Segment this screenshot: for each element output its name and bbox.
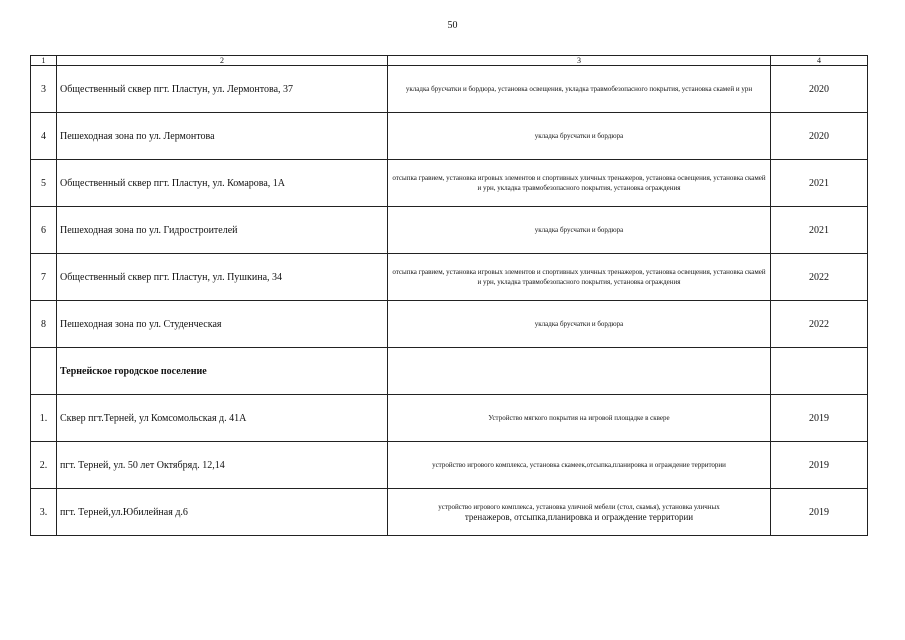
row-number (31, 348, 57, 395)
section-title: Тернейское городское поселение (57, 348, 388, 395)
table-header-row (31, 56, 868, 66)
column-header: 4 (771, 56, 868, 66)
object-name: Пешеходная зона по ул. Лермонтова (57, 113, 388, 160)
row-number: 5 (31, 160, 57, 207)
work-description: устройство игрового комплекса, установка скамеек,отсыпка,планировка и ограждение территории (388, 442, 771, 489)
work-description: отсыпка гравием, установка игровых элементов и спортивных уличных тренажеров, установка освещения, установка скамей и урн, укладка травмобезопасного покрытия, установка ограждения (388, 254, 771, 301)
year: 2021 (771, 160, 868, 207)
object-name: Пешеходная зона по ул. Гидростроителей (57, 207, 388, 254)
year: 2021 (771, 207, 868, 254)
row-number: 2. (31, 442, 57, 489)
object-name: Общественный сквер пгт. Пластун, ул. Пушкина, 34 (57, 254, 388, 301)
object-name: Пешеходная зона по ул. Студенческая (57, 301, 388, 348)
row-number: 3. (31, 489, 57, 536)
work-description: укладка брусчатки и бордюра (388, 207, 771, 254)
work-description-line: устройство игрового комплекса, установка уличной мебели (стол, скамья), установка уличных (438, 502, 720, 511)
object-name: пгт. Терней, ул. 50 лет Октябряд. 12,14 (57, 442, 388, 489)
table-row (31, 395, 868, 442)
work-description (388, 489, 771, 536)
work-description: Устройство мягкого покрытия на игровой площадке в сквере (388, 395, 771, 442)
year: 2022 (771, 301, 868, 348)
table-row (31, 301, 868, 348)
object-name: Общественный сквер пгт. Пластун, ул. Комарова, 1А (57, 160, 388, 207)
table-row (31, 66, 868, 113)
row-number: 1. (31, 395, 57, 442)
row-number: 6 (31, 207, 57, 254)
table-row (31, 254, 868, 301)
table-row (31, 113, 868, 160)
work-description: укладка брусчатки и бордюра (388, 113, 771, 160)
row-number: 7 (31, 254, 57, 301)
row-number: 8 (31, 301, 57, 348)
table-row (31, 442, 868, 489)
object-name: Сквер пгт.Терней, ул Комсомольская д. 41А (57, 395, 388, 442)
table-row (31, 160, 868, 207)
section-row (31, 348, 868, 395)
page-number: 50 (447, 20, 458, 31)
year: 2019 (771, 442, 868, 489)
work-description (388, 348, 771, 395)
work-description-line: тренажеров, отсыпка,планировка и ограждение территории (464, 511, 694, 522)
table-row (31, 489, 868, 536)
object-name: пгт. Терней,ул.Юбилейная д.6 (57, 489, 388, 536)
table-row (31, 207, 868, 254)
year: 2020 (771, 113, 868, 160)
column-header: 1 (31, 56, 57, 66)
column-header: 2 (57, 56, 388, 66)
year (771, 348, 868, 395)
work-description: отсыпка гравием, установка игровых элементов и спортивных уличных тренажеров, установка освещения, установка скамей и урн, укладка травмобезопасного покрытия, установка ограждения (388, 160, 771, 207)
year: 2022 (771, 254, 868, 301)
row-number: 3 (31, 66, 57, 113)
work-description: укладка брусчатки и бордюра (388, 301, 771, 348)
works-table (30, 55, 868, 536)
object-name: Общественный сквер пгт. Пластун, ул. Лермонтова, 37 (57, 66, 388, 113)
year: 2019 (771, 395, 868, 442)
column-header: 3 (388, 56, 771, 66)
year: 2020 (771, 66, 868, 113)
row-number: 4 (31, 113, 57, 160)
work-description: укладка брусчатки и бордюра, установка освещения, укладка травмобезопасного покрытия, установка скамей и урн (388, 66, 771, 113)
year: 2019 (771, 489, 868, 536)
